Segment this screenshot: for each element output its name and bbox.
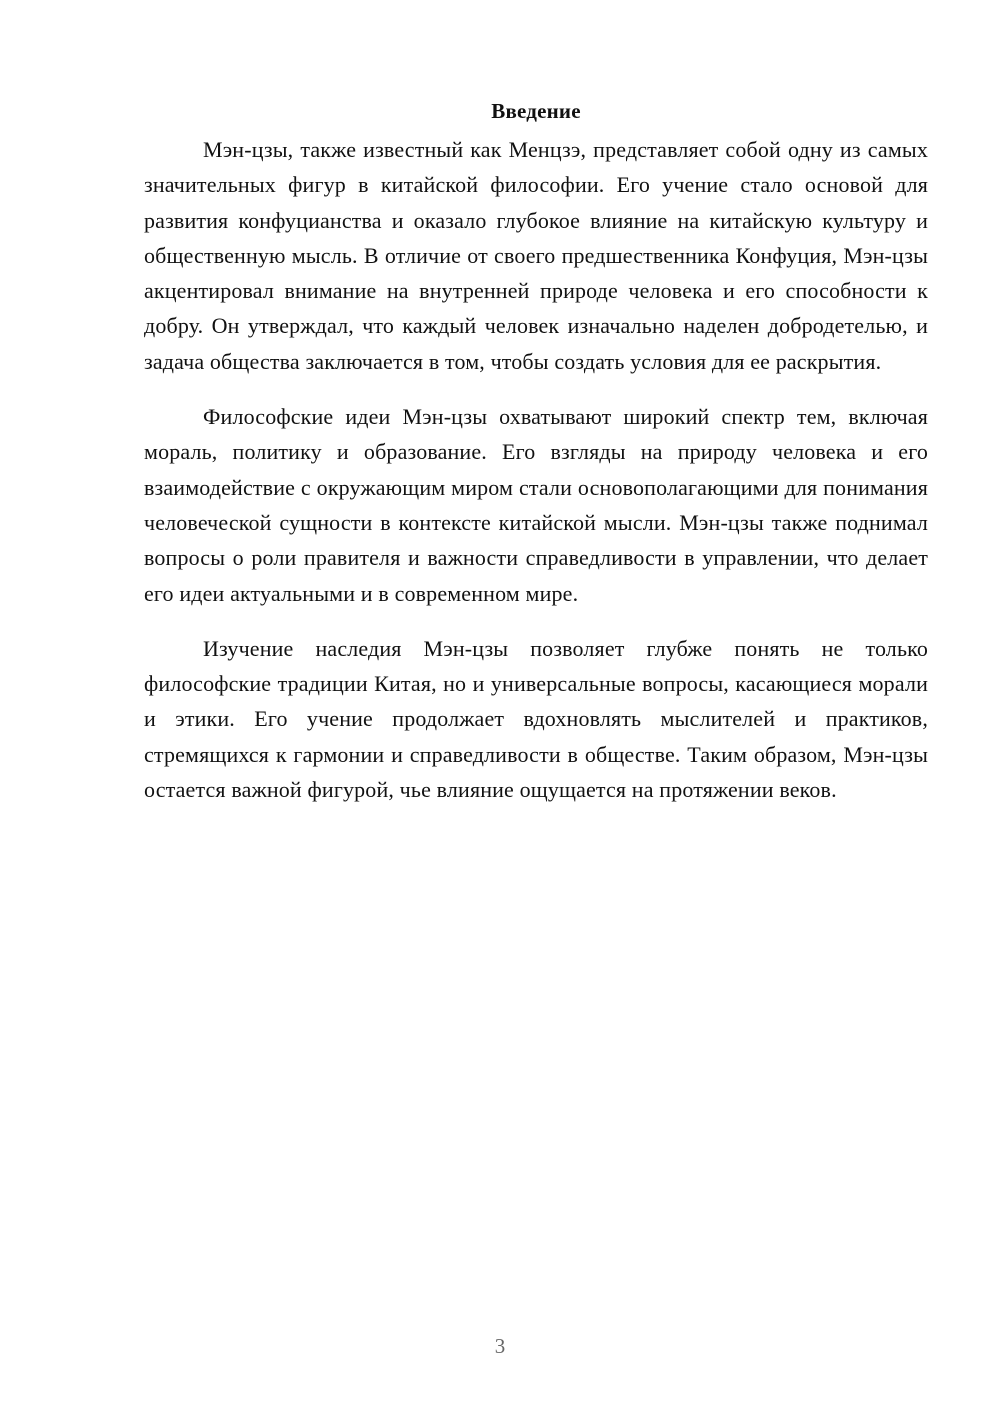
paragraph-2: Философские идеи Мэн-цзы охватывают широкий спектр тем, включая мораль, политику и образование. Его взгляды на природу человека и его взаимодействие с окружающим миром стали основополагающими для понимания человеческой сущности в контексте китайской мысли. Мэн-цзы также поднимал вопросы о роли правителя и важности справедливости в управлении, что делает его идеи актуальными и в современном мире. [144, 404, 928, 606]
page-number: 3 [494, 1334, 506, 1358]
page-body [144, 96, 928, 807]
paragraph-3: Изучение наследия Мэн-цзы позволяет глубже понять не только философские традиции Китая, но и универсальные вопросы, касающиеся морали и этики. Его учение продолжает вдохновлять мыслителей и практиков, стремящихся к гармонии и справедливости в обществе. Таким образом, Мэн-цзы остается важной фигурой, чье влияние ощущается на протяжении веков. [144, 635, 928, 803]
paragraph-1: Мэн-цзы, также известный как Менцзэ, представляет собой одну из самых значительных фигур в китайской философии. Его учение стало основой для развития конфуцианства и оказало глубокое влияние на китайскую культуру и общественную мысль. В отличие от своего предшественника Конфуция, Мэн-цзы акцентировал внимание на внутренней природе человека и его способности к добру. Он утверждал, что каждый человек изначально наделен добродетелью, и задача общества заключается в том, чтобы создать условия для ее раскрытия. [144, 137, 928, 374]
section-title: Введение [491, 99, 581, 123]
